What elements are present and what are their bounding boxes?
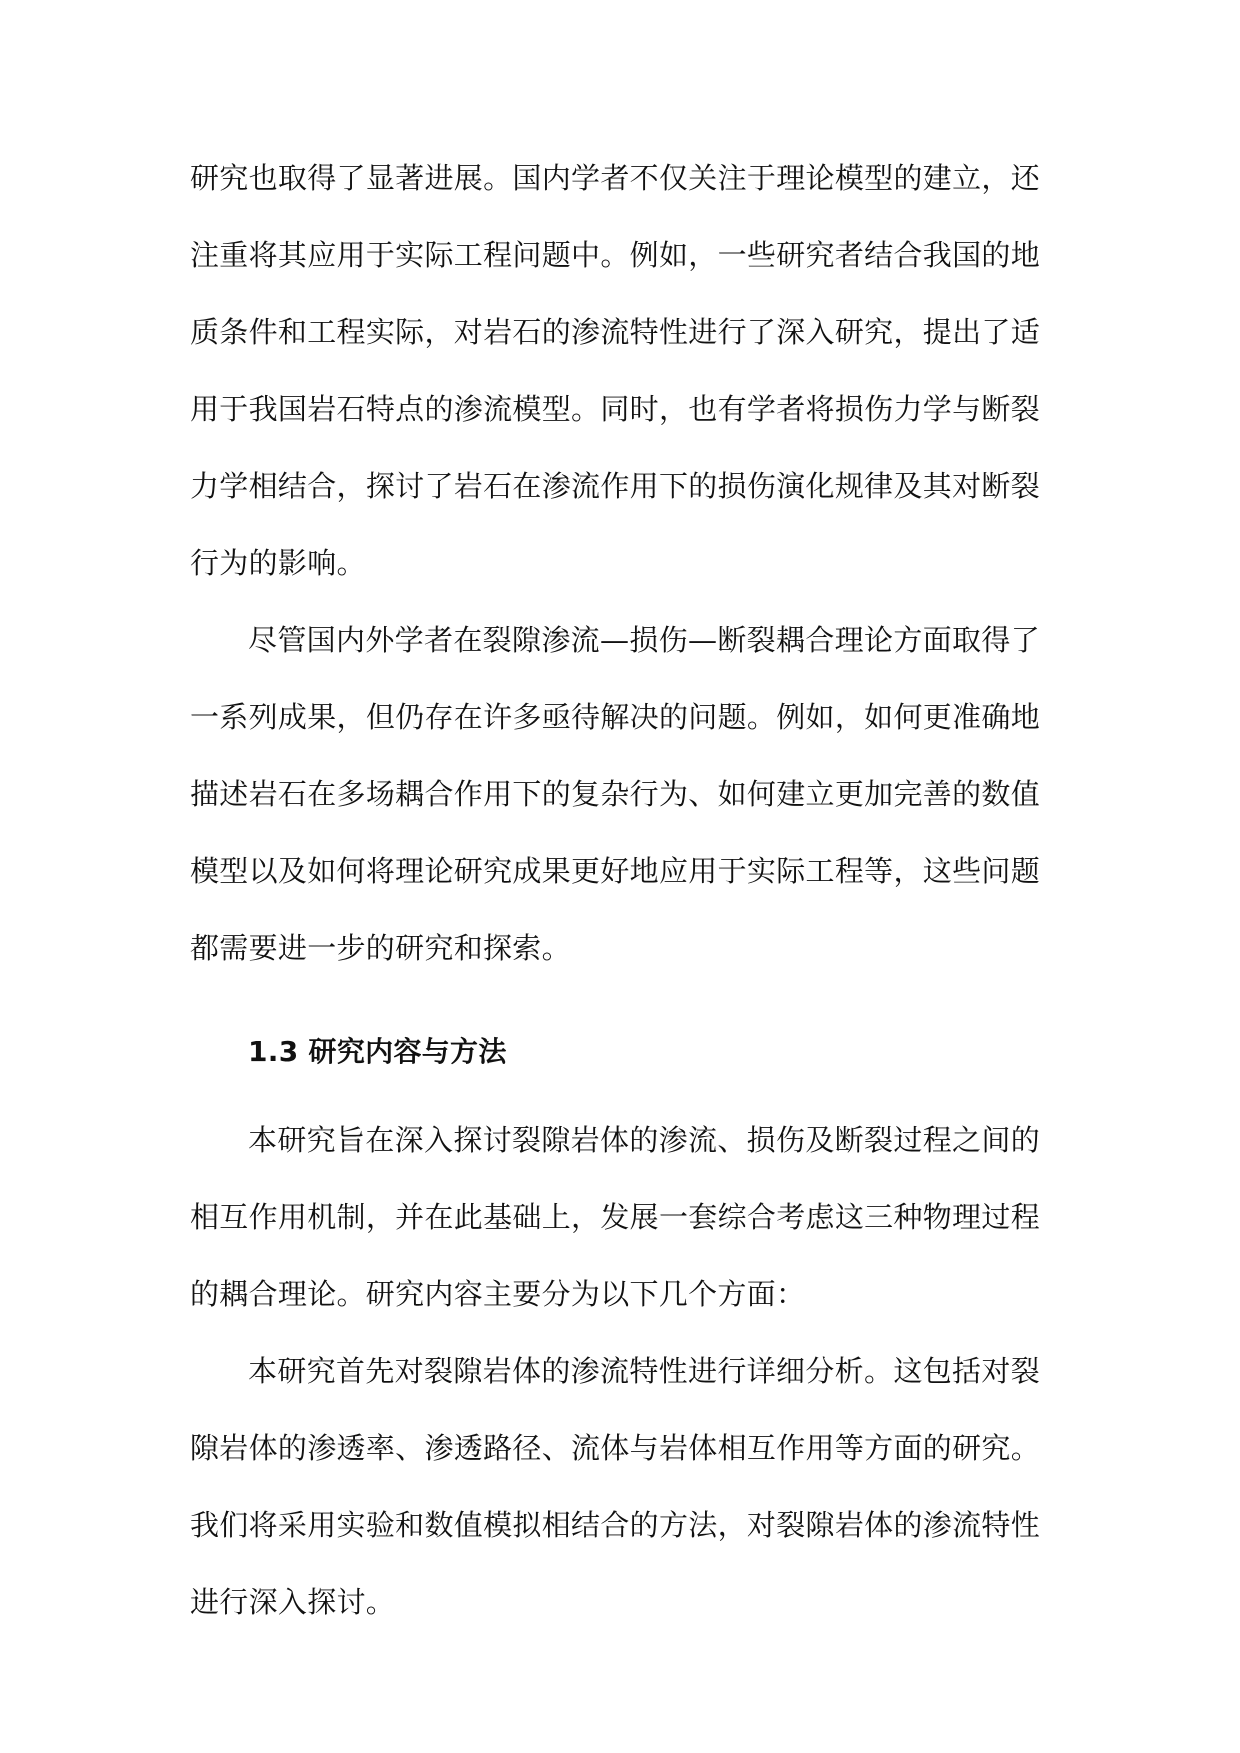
page-body bbox=[190, 140, 1040, 1641]
paragraph-research-goal: 本研究旨在深入探讨裂隙岩体的渗流、损伤及断裂过程之间的相互作用机制，并在此基础上，发展一套综合考虑这三种物理过程的耦合理论。研究内容主要分为以下几个方面： bbox=[190, 1123, 1040, 1311]
paragraph-domestic-research: 研究也取得了显著进展。国内学者不仅关注于理论模型的建立，还注重将其应用于实际工程问题中。例如，一些研究者结合我国的地质条件和工程实际，对岩石的渗流特性进行了深入研究，提出了适用于我国岩石特点的渗流模型。同时，也有学者将损伤力学与断裂力学相结合，探讨了岩石在渗流作用下的损伤演化规律及其对断裂行为的影响。 bbox=[190, 161, 1040, 580]
section-heading: 1.3 研究内容与方法 bbox=[248, 1035, 507, 1068]
paragraph-seepage-analysis: 本研究首先对裂隙岩体的渗流特性进行详细分析。这包括对裂隙岩体的渗透率、渗透路径、流体与岩体相互作用等方面的研究。我们将采用实验和数值模拟相结合的方法，对裂隙岩体的渗流特性进行深入探讨。 bbox=[190, 1354, 1040, 1619]
paragraph-open-problems: 尽管国内外学者在裂隙渗流—损伤—断裂耦合理论方面取得了一系列成果，但仍存在许多亟待解决的问题。例如，如何更准确地描述岩石在多场耦合作用下的复杂行为、如何建立更加完善的数值模型以及如何将理论研究成果更好地应用于实际工程等，这些问题都需要进一步的研究和探索。 bbox=[190, 623, 1040, 965]
